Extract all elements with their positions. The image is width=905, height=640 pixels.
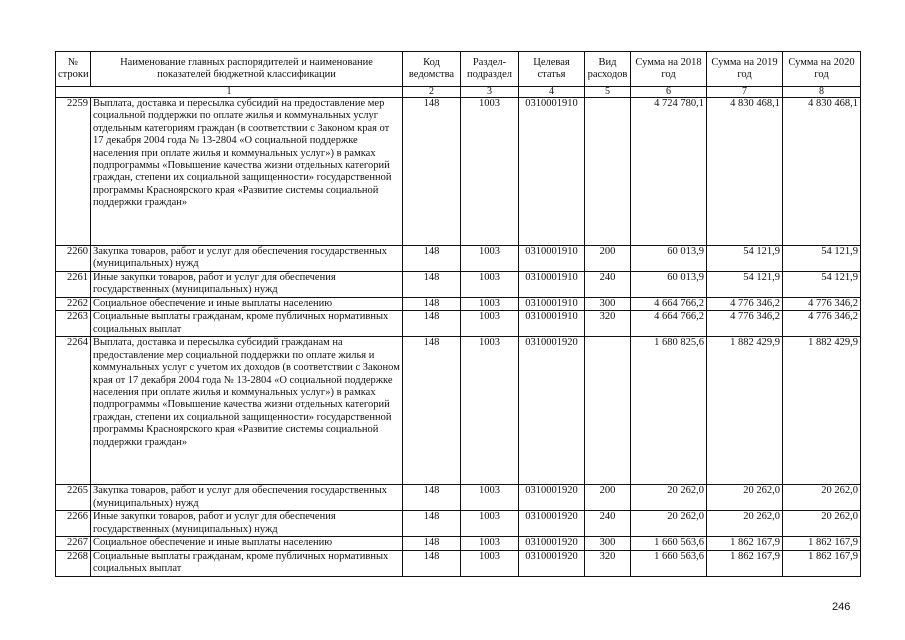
row-code: 148	[403, 485, 461, 511]
row-name: Закупка товаров, работ и услуг для обеспечения государственных (муниципальных) нужд	[91, 246, 403, 272]
row-sum-2018: 20 262,0	[631, 485, 707, 511]
row-sum-2020: 4 830 468,1	[783, 98, 861, 246]
row-number: 2261	[56, 272, 91, 298]
row-vid: 240	[585, 511, 631, 537]
row-section: 1003	[461, 337, 519, 485]
table-row	[56, 298, 861, 311]
row-vid: 200	[585, 485, 631, 511]
row-sum-2020: 20 262,0	[783, 485, 861, 511]
row-vid: 320	[585, 311, 631, 337]
column-number-row	[56, 87, 861, 98]
row-number: 2259	[56, 98, 91, 246]
header-sum-2018: Сумма на 2018 год	[631, 52, 707, 87]
header-sum-2020: Сумма на 2020 год	[783, 52, 861, 87]
table-body	[56, 98, 861, 577]
table-row	[56, 337, 861, 485]
header-name: Наименование главных распорядителей и наименование показателей бюджетной классификации	[91, 52, 403, 87]
row-code: 148	[403, 550, 461, 576]
row-vid: 240	[585, 272, 631, 298]
row-code: 148	[403, 537, 461, 550]
row-article: 0310001920	[519, 485, 585, 511]
row-vid	[585, 98, 631, 246]
row-sum-2019: 54 121,9	[707, 246, 783, 272]
row-number: 2262	[56, 298, 91, 311]
row-number: 2267	[56, 537, 91, 550]
row-sum-2018: 4 664 766,2	[631, 311, 707, 337]
colnum-2: 2	[403, 87, 461, 98]
table-row	[56, 537, 861, 550]
row-code: 148	[403, 272, 461, 298]
row-number: 2265	[56, 485, 91, 511]
header-section: Раздел-подраздел	[461, 52, 519, 87]
row-name: Иные закупки товаров, работ и услуг для обеспечения государственных (муниципальных) нужд	[91, 272, 403, 298]
row-section: 1003	[461, 550, 519, 576]
row-sum-2019: 1 862 167,9	[707, 537, 783, 550]
table-row	[56, 550, 861, 576]
colnum-1: 1	[56, 87, 403, 98]
row-section: 1003	[461, 246, 519, 272]
row-sum-2018: 1 660 563,6	[631, 550, 707, 576]
row-sum-2020: 1 862 167,9	[783, 537, 861, 550]
row-sum-2019: 1 882 429,9	[707, 337, 783, 485]
colnum-7: 7	[707, 87, 783, 98]
row-sum-2018: 4 664 766,2	[631, 298, 707, 311]
row-article: 0310001910	[519, 98, 585, 246]
row-section: 1003	[461, 272, 519, 298]
row-sum-2020: 4 776 346,2	[783, 298, 861, 311]
header-article: Целевая статья	[519, 52, 585, 87]
colnum-4: 4	[519, 87, 585, 98]
colnum-6: 6	[631, 87, 707, 98]
row-sum-2019: 4 830 468,1	[707, 98, 783, 246]
row-section: 1003	[461, 98, 519, 246]
row-sum-2019: 4 776 346,2	[707, 311, 783, 337]
row-name: Социальное обеспечение и иные выплаты населению	[91, 298, 403, 311]
row-code: 148	[403, 311, 461, 337]
row-sum-2018: 1 680 825,6	[631, 337, 707, 485]
row-name: Социальные выплаты гражданам, кроме публичных нормативных социальных выплат	[91, 550, 403, 576]
row-sum-2019: 54 121,9	[707, 272, 783, 298]
row-section: 1003	[461, 511, 519, 537]
row-vid	[585, 337, 631, 485]
header-row-no: № строки	[56, 52, 91, 87]
colnum-5: 5	[585, 87, 631, 98]
row-sum-2018: 1 660 563,6	[631, 537, 707, 550]
row-code: 148	[403, 337, 461, 485]
row-name: Закупка товаров, работ и услуг для обеспечения государственных (муниципальных) нужд	[91, 485, 403, 511]
table-header-row	[56, 52, 861, 87]
row-sum-2020: 1 882 429,9	[783, 337, 861, 485]
row-number: 2264	[56, 337, 91, 485]
row-name: Иные закупки товаров, работ и услуг для обеспечения государственных (муниципальных) нужд	[91, 511, 403, 537]
row-article: 0310001920	[519, 550, 585, 576]
table-row	[56, 511, 861, 537]
row-sum-2018: 20 262,0	[631, 511, 707, 537]
table-row	[56, 311, 861, 337]
header-sum-2019: Сумма на 2019 год	[707, 52, 783, 87]
row-sum-2019: 4 776 346,2	[707, 298, 783, 311]
row-article: 0310001910	[519, 246, 585, 272]
row-sum-2019: 20 262,0	[707, 511, 783, 537]
row-vid: 300	[585, 298, 631, 311]
header-code: Код ведомства	[403, 52, 461, 87]
row-section: 1003	[461, 537, 519, 550]
budget-table	[55, 51, 861, 577]
row-name: Социальное обеспечение и иные выплаты населению	[91, 537, 403, 550]
row-section: 1003	[461, 485, 519, 511]
header-vid: Вид расходов	[585, 52, 631, 87]
row-sum-2019: 1 862 167,9	[707, 550, 783, 576]
row-sum-2018: 60 013,9	[631, 246, 707, 272]
row-number: 2260	[56, 246, 91, 272]
row-name: Социальные выплаты гражданам, кроме публичных нормативных социальных выплат	[91, 311, 403, 337]
row-sum-2018: 60 013,9	[631, 272, 707, 298]
row-vid: 320	[585, 550, 631, 576]
row-sum-2020: 4 776 346,2	[783, 311, 861, 337]
row-sum-2020: 1 862 167,9	[783, 550, 861, 576]
row-article: 0310001910	[519, 272, 585, 298]
row-article: 0310001920	[519, 337, 585, 485]
row-article: 0310001910	[519, 298, 585, 311]
table-row	[56, 98, 861, 246]
row-number: 2266	[56, 511, 91, 537]
table-row	[56, 485, 861, 511]
row-name: Выплата, доставка и пересылка субсидий гражданам на предоставление мер социальной поддержки по оплате жилья и коммунальных услуг с учетом их доходов (в соответствии с Законом края от 17 декабря 2004 года № 13-2804 «О социальной поддержке населения при оплате жилья и коммунальных услуг») в рамках подпрограммы «Повышение качества жизни отдельных категорий граждан, степени их социальной защищенности» государственной программы Красноярского края «Развитие системы социальной поддержки граждан»	[91, 337, 403, 485]
row-section: 1003	[461, 311, 519, 337]
row-sum-2020: 20 262,0	[783, 511, 861, 537]
row-sum-2019: 20 262,0	[707, 485, 783, 511]
colnum-3: 3	[461, 87, 519, 98]
row-sum-2020: 54 121,9	[783, 246, 861, 272]
row-sum-2020: 54 121,9	[783, 272, 861, 298]
row-section: 1003	[461, 298, 519, 311]
table-row	[56, 272, 861, 298]
row-sum-2018: 4 724 780,1	[631, 98, 707, 246]
row-number: 2268	[56, 550, 91, 576]
row-vid: 200	[585, 246, 631, 272]
colnum-8: 8	[783, 87, 861, 98]
row-article: 0310001910	[519, 311, 585, 337]
row-article: 0310001920	[519, 537, 585, 550]
row-code: 148	[403, 298, 461, 311]
row-code: 148	[403, 511, 461, 537]
table-row	[56, 246, 861, 272]
page-number: 246	[832, 601, 851, 613]
row-number: 2263	[56, 311, 91, 337]
row-vid: 300	[585, 537, 631, 550]
row-name: Выплата, доставка и пересылка субсидий на предоставление мер социальной поддержки по оплате жилья и коммунальных услуг отдельным категориям граждан (в соответствии с Законом края от 17 декабря 2004 года № 13-2804 «О социальной поддержке населения при оплате жилья и коммунальных услуг») в рамках подпрограммы «Повышение качества жизни отдельных категорий граждан, степени их социальной защищенности» государственной программы Красноярского края «Развитие системы социальной поддержки граждан»	[91, 98, 403, 246]
row-code: 148	[403, 246, 461, 272]
row-article: 0310001920	[519, 511, 585, 537]
row-code: 148	[403, 98, 461, 246]
